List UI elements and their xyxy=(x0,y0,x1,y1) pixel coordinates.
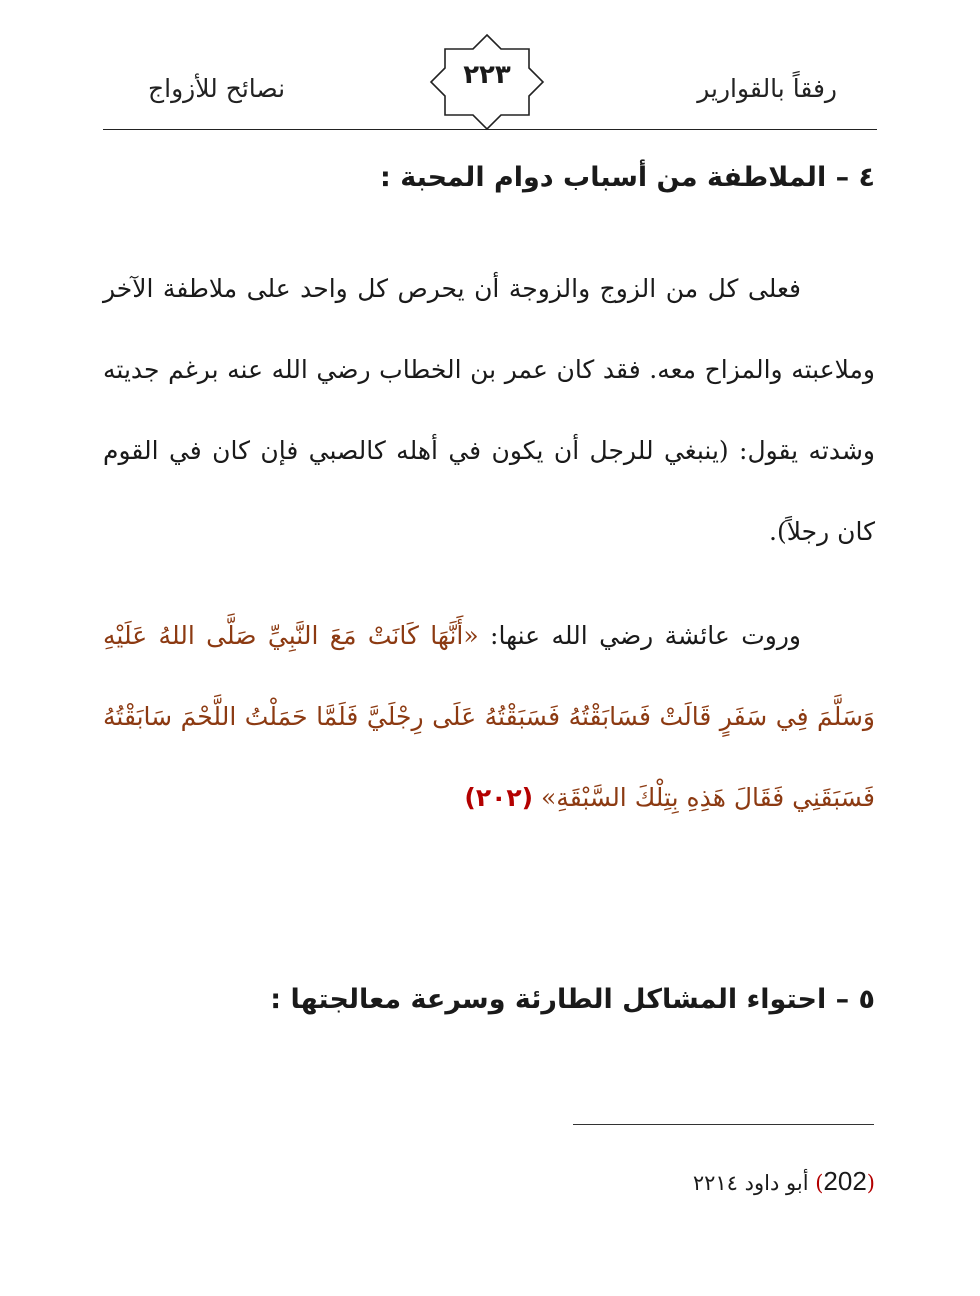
section-4-paragraph-text: فعلى كل من الزوج والزوجة أن يحرص كل واحد على ملاطفة الآخر وملاعبته والمزاح معه. فقد كان عمر بن الخطاب رضي الله عنه برغم جديته وشدته يقول: (ينبغي للرجل أن يكون في أهله كالصبي فإن كان في القوم كان رجلاً). xyxy=(103,274,875,546)
hadith-text: «أَنَّهَا كَانَتْ مَعَ النَّبِيِّ صَلَّى اللهُ عَلَيْهِ وَسَلَّمَ فِي سَفَرٍ قَالَتْ فَسَابَقْتُهُ فَسَبَقْتُهُ عَلَى رِجْلَيَّ فَلَمَّا حَمَلْتُ اللَّحْمَ سَابَقْتُهُ فَسَبَقَنِي فَقَالَ هَذِهِ بِتِلْكَ السَّبْقَةِ» xyxy=(103,621,875,812)
hadith-intro: وروت عائشة رضي الله عنها: xyxy=(478,621,801,650)
footnote xyxy=(693,1166,875,1197)
section-4-body xyxy=(103,248,875,572)
page-header xyxy=(103,30,877,130)
footnote-close-paren: ) xyxy=(815,1171,824,1195)
section-5-heading: ٥ – احتواء المشاكل الطارئة وسرعة معالجتها : xyxy=(270,984,875,1015)
page-number-badge xyxy=(429,32,545,132)
page-number: ٢٢٣ xyxy=(463,60,511,90)
hadith-reference-number: (٢٠٢) xyxy=(464,783,534,812)
footnote-number: 202 xyxy=(823,1166,867,1196)
section-4-paragraph xyxy=(103,248,875,572)
running-title-book: رفقاً بالقوارير xyxy=(697,74,837,103)
footnote-divider xyxy=(573,1124,874,1125)
section-5-heading-block xyxy=(103,984,875,1015)
section-4-heading: ٤ – الملاطفة من أسباب دوام المحبة : xyxy=(380,162,875,193)
running-title-chapter: نصائح للأزواج xyxy=(148,74,286,103)
section-4-heading-block xyxy=(103,162,875,193)
hadith-block xyxy=(103,595,875,838)
header-divider xyxy=(103,129,877,130)
footnote-text: أبو داود ٢٢١٤ xyxy=(692,1171,816,1195)
hadith-paragraph xyxy=(103,595,875,838)
footnote-open-paren: ( xyxy=(866,1171,875,1195)
